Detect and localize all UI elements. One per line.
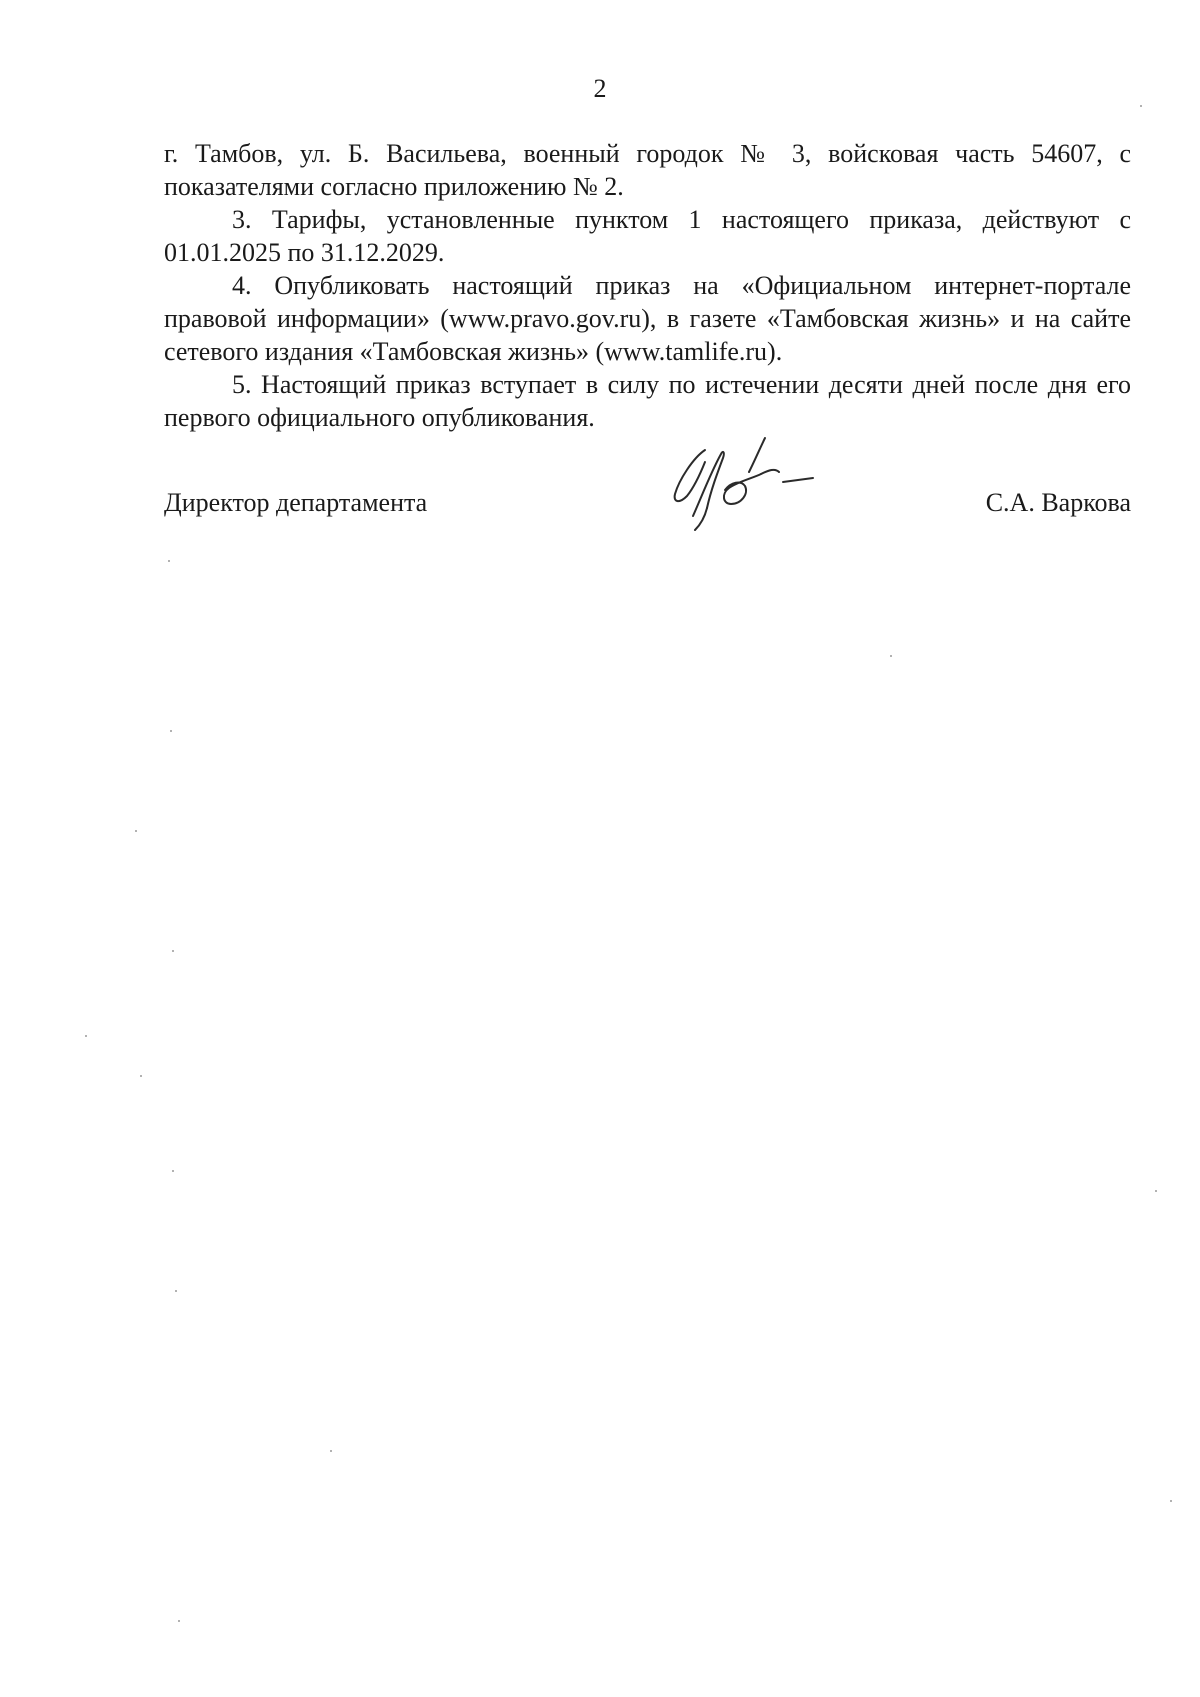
paragraph-publication: [164, 269, 1131, 368]
text-line: 4. Опубликовать настоящий приказ на «Официальном интернет-портале: [232, 271, 1131, 300]
paragraph-address-continuation: [164, 137, 1131, 203]
scan-speck: [172, 1170, 174, 1172]
scan-speck: [178, 1620, 180, 1622]
text-line: правовой информации» (www.pravo.gov.ru), в газете «Тамбовская жизнь» и на: [164, 304, 1061, 333]
text-line: с 01.01.2025 по 31.12.2029.: [164, 205, 1131, 267]
scan-speck: [890, 655, 892, 657]
scan-speck: [85, 1035, 87, 1037]
scan-speck: [1155, 1190, 1157, 1192]
text-line: 3. Тарифы, установленные пунктом 1 настоящего приказа, действуют: [232, 205, 1100, 234]
text-line: сайте сетевого издания «Тамбовская жизнь» (www.tamlife.ru).: [164, 304, 1131, 366]
scan-speck: [172, 950, 174, 952]
scan-speck: [175, 1290, 177, 1292]
signatory-name: С.А. Варкова: [985, 488, 1131, 517]
scan-speck: [140, 1075, 142, 1077]
scan-speck: [1170, 1500, 1172, 1502]
page-number: 2: [593, 74, 607, 103]
scan-speck: [168, 560, 170, 562]
scan-speck: [135, 830, 137, 832]
text-line: его первого официального опубликования.: [164, 370, 1131, 432]
text-line: г. Тамбов, ул. Б. Васильева, военный городок № 3, войсковая часть 54607,: [164, 139, 1103, 168]
signature-block: [164, 486, 1131, 526]
paragraph-entry-into-force: [164, 368, 1131, 434]
text-line: 5. Настоящий приказ вступает в силу по истечении десяти дней после дня: [232, 370, 1087, 399]
handwritten-signature: [665, 428, 825, 538]
signatory-position: Директор департамента: [164, 488, 428, 517]
scan-speck: [1140, 105, 1142, 107]
document-body: [164, 137, 1131, 434]
paragraph-tariffs-period: [164, 203, 1131, 269]
text-line: с показателями согласно приложению № 2.: [164, 139, 1132, 201]
scan-speck: [330, 1450, 332, 1452]
scan-speck: [170, 730, 172, 732]
